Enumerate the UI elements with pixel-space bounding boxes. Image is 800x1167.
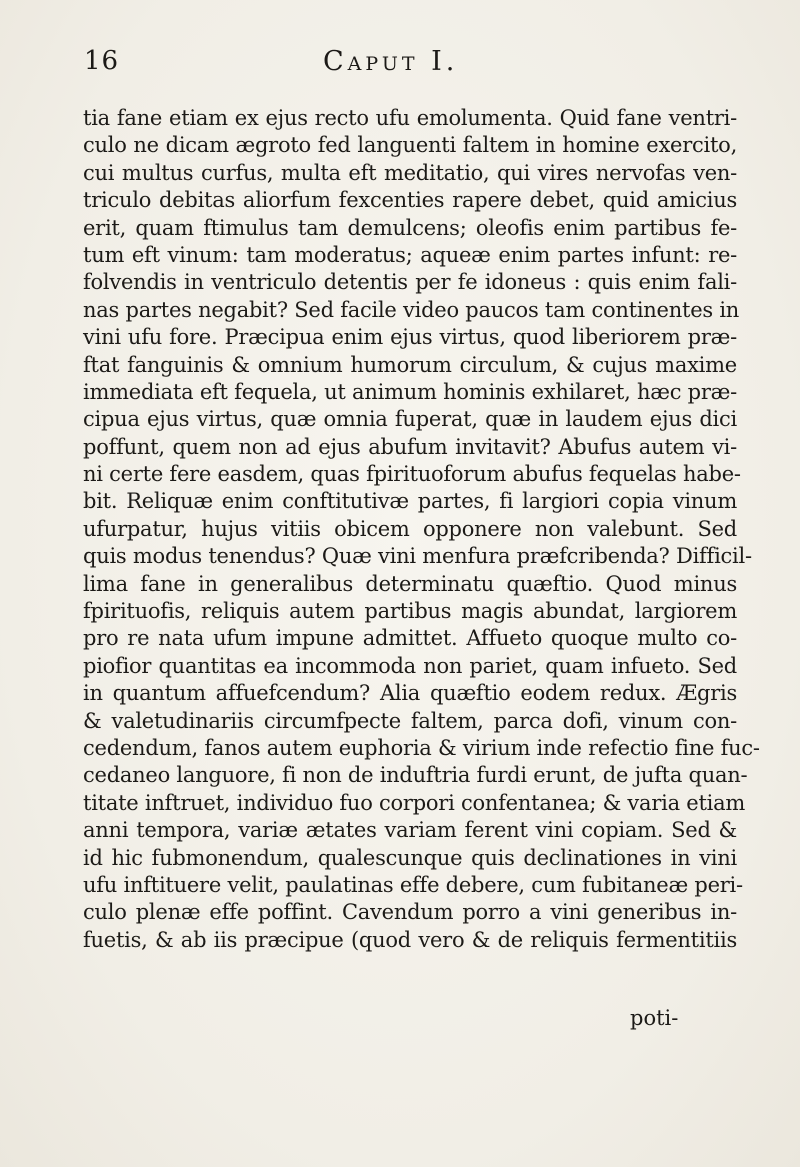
text-line: quis modus tenendus? Quæ vini menfura præfcribenda? Difficil- [83,544,752,569]
body-text [83,105,760,954]
text-line: folvendis in ventriculo detentis per fe idoneus : quis enim fali- [83,270,737,295]
text-line: id hic fubmonendum, qualescunque quis declinationes in vini [83,845,737,870]
text-line: ufu inftituere velit, paulatinas effe debere, cum fubitaneæ peri- [83,872,743,897]
text-line: immediata eft fequela, ut animum hominis exhilaret, hæc præ- [83,379,737,404]
catchword: poti- [630,1006,679,1030]
running-head: Caput I. [323,46,459,77]
text-line: ftat fanguinis & omnium humorum circulum, & cujus maxime [83,352,737,377]
text-line: culo plenæ effe poffint. Cavendum porro a vini generibus in- [83,900,737,925]
text-line: & valetudinariis circumfpecte faltem, parca dofi, vinum con- [83,708,737,733]
text-line: titate inftruet, individuo fuo corpori confentanea; & varia etiam [83,790,746,815]
text-line: ufurpatur, hujus vitiis obicem opponere non valebunt. Sed [83,516,737,541]
text-line: cui multus curfus, multa eft meditatio, qui vires nervofas ven- [83,160,737,185]
text-line: lima fane in generalibus determinatu quæftio. Quod minus [83,571,737,596]
text-line: triculo debitas aliorfum fexcenties rapere debet, quid amicius [83,188,737,213]
text-line: cedaneo languore, fi non de induftria furdi erunt, de jufta quan- [83,763,748,788]
text-line: piofior quantitas ea incommoda non pariet, quam infueto. Sed [83,653,737,678]
text-line: erit, quam ftimulus tam demulcens; oleofis enim partibus fe- [83,215,737,240]
text-line: tia fane etiam ex ejus recto ufu emolumenta. Quid fane ventri- [83,106,737,130]
text-line: in quantum affuefcendum? Alia quæftio eodem redux. Ægris [83,681,737,706]
text-line: nas partes negabit? Sed facile video paucos tam continentes in [83,297,740,322]
text-line: tum eft vinum: tam moderatus; aqueæ enim partes infunt: re- [83,242,737,267]
text-line: poffunt, quem non ad ejus abufum invitavit? Abufus autem vi- [83,434,737,459]
text-line: anni tempora, variæ ætates variam ferent vini copiam. Sed & [83,818,737,843]
page-header [0,46,800,86]
text-line: cipua ejus virtus, quæ omnia fuperat, quæ in laudem ejus dici [83,407,737,432]
text-line: pro re nata ufum impune admittet. Affueto quoque multo co- [83,626,737,651]
text-line: bit. Reliquæ enim conftitutivæ partes, fi largiori copia vinum [83,489,737,514]
text-line: cedendum, fanos autem euphoria & virium inde refectio fine fuc- [83,735,760,760]
text-line: vini ufu fore. Præcipua enim ejus virtus, quod liberiorem præ- [83,325,737,350]
page-number: 16 [84,46,120,76]
text-line: culo ne dicam ægroto fed languenti faltem in homine exercito, [83,133,737,158]
text-line: ni certe fere easdem, quas fpirituoforum abufus fequelas habe- [83,462,741,487]
text-line: fuetis, & ab iis præcipue (quod vero & de reliquis fermentitiis [83,927,737,952]
text-line: fpirituofis, reliquis autem partibus magis abundat, largiorem [83,599,737,624]
